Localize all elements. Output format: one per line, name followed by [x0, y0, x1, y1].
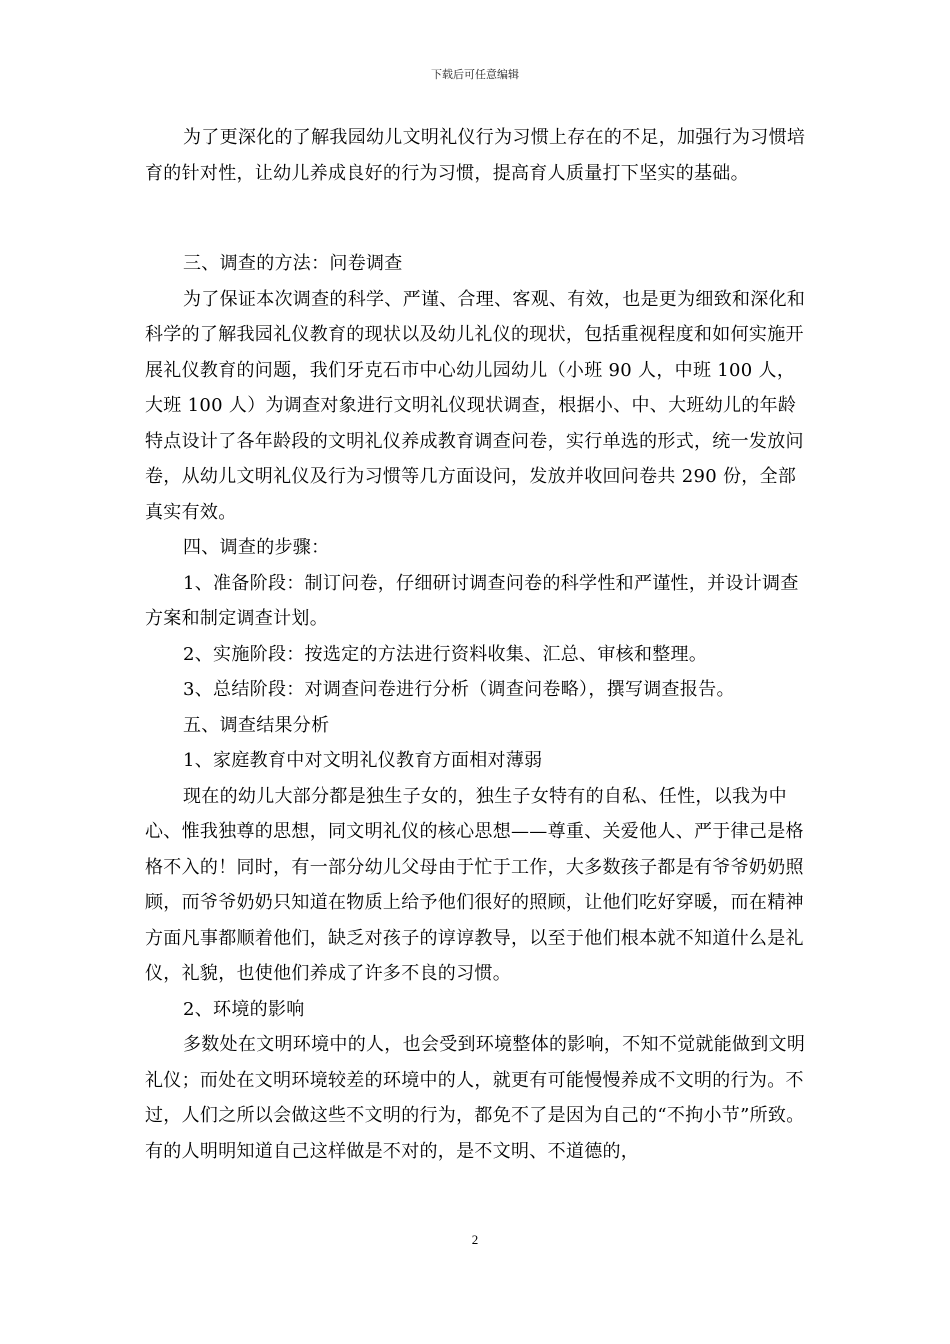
list-item: 2、实施阶段：按选定的方法进行资料收集、汇总、审核和整理。: [183, 643, 708, 665]
paragraph-gap: [145, 191, 809, 246]
subsection-heading: 2、环境的影响: [183, 998, 305, 1020]
document-body: [145, 120, 809, 1169]
list-item: 1、准备阶段：制订问卷，仔细研讨调查问卷的科学性和严谨性，并设计调查方案和制定调查计划。: [145, 572, 799, 629]
paragraph: 多数处在文明环境中的人，也会受到环境整体的影响，不知不觉就能做到文明礼仪；而处在文明环境较差的环境中的人，就更有可能慢慢养成不文明的行为。不过，人们之所以会做这些不文明的行为，都免不了是因为自己的“不拘小节”所致。有的人明明知道自己这样做是不对的，是不文明、不道德的，: [145, 1034, 806, 1162]
section-heading: 五、调查结果分析: [183, 714, 330, 736]
section-heading: 四、调查的步骤：: [183, 537, 330, 558]
section-heading: 三、调查的方法：问卷调查: [183, 253, 403, 274]
paragraph: 现在的幼儿大部分都是独生子女的，独生子女特有的自私、任性，以我为中心、惟我独尊的思想，同文明礼仪的核心思想——尊重、关爱他人、严于律己是格格不入的！同时，有一部分幼儿父母由于忙于工作，大多数孩子都是有爷爷奶奶照顾，而爷爷奶奶只知道在物质上给予他们很好的照顾，让他们吃好穿暖，而在精神方面凡事都顺着他们，缺乏对孩子的谆谆教导，以至于他们根本就不知道什么是礼仪，礼貌，也使他们养成了许多不良的习惯。: [145, 785, 804, 984]
list-item: 3、总结阶段：对调查问卷进行分析（调查问卷略），撰写调查报告。: [183, 679, 735, 700]
paragraph: 为了更深化的了解我园幼儿文明礼仪行为习惯上存在的不足，加强行为习惯培育的针对性，让幼儿养成良好的行为习惯，提高育人质量打下坚实的基础。: [145, 127, 806, 184]
page-header: 下载后可任意编辑: [431, 68, 519, 81]
subsection-heading: 1、家庭教育中对文明礼仪教育方面相对薄弱: [183, 750, 543, 771]
paragraph: 为了保证本次调查的科学、严谨、合理、客观、有效，也是更为细致和深化和科学的了解我园礼仪教育的现状以及幼儿礼仪的现状，包括重视程度和如何实施开展礼仪教育的问题，我们牙克石市中心幼儿园幼儿（小班 90 人，中班 100 人，大班 100 人）为调查对象进行文明礼仪现状调查，根据小、中、大班幼儿的年龄特点设计了各年龄段的文明礼仪养成教育调查问卷，实行单选的形式，统一发放问卷，从幼儿文明礼仪及行为习惯等几方面设问，发放并收回问卷共 290 份，全部真实有效。: [145, 288, 806, 523]
page-number: 2: [471, 1232, 479, 1247]
